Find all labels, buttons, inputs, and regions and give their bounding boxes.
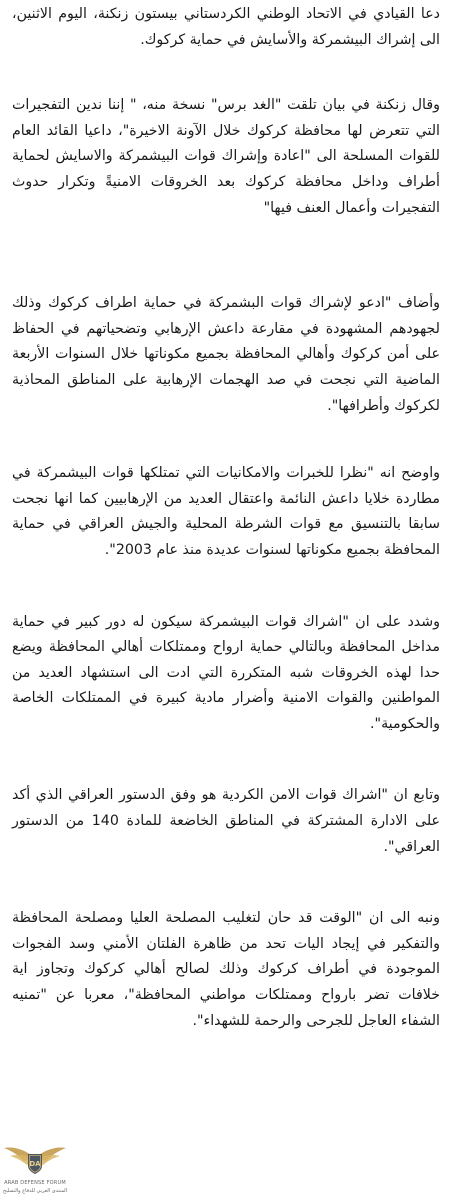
paragraph-2: وقال زنكنة في بيان تلقت "الغد برس" نسخة منه، " إننا ندين التفجيرات التي تتعرض لها محافظة كركوك خلال الآونة الاخيرة"، داعيا القائد العام للقوات المسلحة الى "اعادة وإشراك قوات البيشمركة والاسايش لحماية أطراف وداخل محافظة كركوك بعد الخروقات الامنيةً وتكرار حدوث التفجيرات وأعمال العنف فيها" <box>12 97 440 216</box>
watermark-title: ARAB DEFENSE FORUM <box>4 1180 66 1186</box>
paragraph-7: ونبه الى ان "الوقت قد حان لتغليب المصلحة العليا ومصلحة المحافظة والتفكير في إيجاد اليات تحد من ظاهرة الفلتان الأمني وسد الفجوات الموجودة في أطراف كركوك وذلك لصالح أهالي كركوك وتجاوز اية خلافات تضر بارواح وممتلكات مواطني المحافظة"، معربا عن "تمنيه الشفاء العاجل للجرحى والرحمة للشهداء". <box>12 910 440 1029</box>
paragraph-1: دعا القيادي في الاتحاد الوطني الكردستاني بيستون زنكنة، اليوم الاثنين، الى إشراك البيشمركة والأسايش في حماية كركوك. <box>12 6 440 48</box>
paragraph-3: وأضاف "ادعو لإشراك قوات البشمركة في حماية اطراف كركوك وذلك لجهودهم المشهودة في مقارعة داعش الإرهابي وتضحياتهم في الحفاظ على أمن كركوك وأهالي المحافظة بجميع مكوناتها خلال السنوات الأربعة الماضية التي نجحت في صد الهجمات الإرهابية على المناطق المحاذية لكركوك وأطرافها". <box>12 295 440 414</box>
paragraph-5: وشدد على ان "اشراك قوات البيشمركة سيكون له دور كبير في حماية مداخل المحافظة وبالتالي حماية ارواح وممتلكات أهالي المحافظة ويضع حدا لهذه الخروقات شبه المتكررة التي ادت الى استشهاد العديد من المواطنين والقوات الامنية وأضرار مادية كبيرة في الممتلكات الخاصة والحكومية". <box>12 613 440 732</box>
paragraph-6: وتابع ان "اشراك قوات الامن الكردية هو وفق الدستور العراقي الذي أكد على الادارة المشتركة في المناطق الخاضعة للمادة 140 من الدستور العراقي". <box>12 787 440 855</box>
eagle-emblem-icon <box>2 1136 68 1180</box>
paragraph-4: واوضح انه "نظرا للخبرات والامكانيات التي تمتلكها قوات البيشمركة في مطاردة خلايا داعش النائمة واعتقال العديد من الإرهابيين كما انها نجحت سابقا بالتنسيق مع قوات الشرطة المحلية والجيش العراقي في حماية المحافظة بجميع مكوناتها لسنوات عديدة منذ عام 2003". <box>12 465 440 558</box>
watermark-logo <box>2 1136 68 1196</box>
watermark-subtitle: المنتدى العربي للدفاع والتسليح <box>2 1188 68 1194</box>
logo-text: DA <box>29 1160 41 1168</box>
